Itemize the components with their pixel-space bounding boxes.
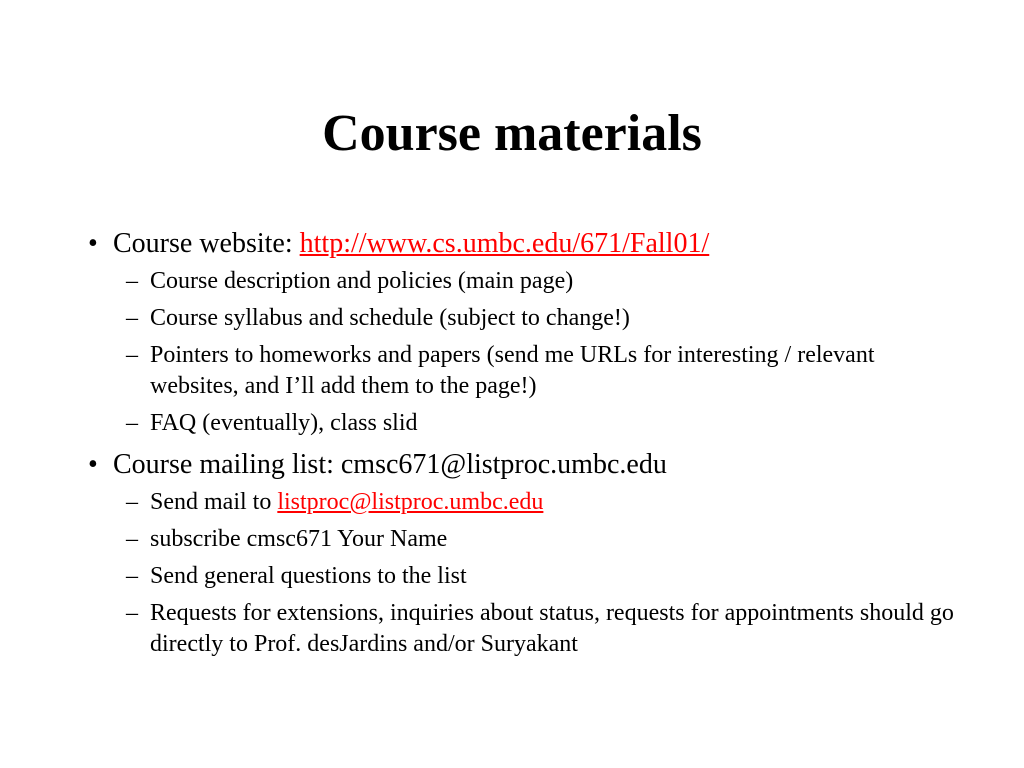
list-item [88,561,968,592]
list-item [88,487,968,518]
dash-icon: – [126,600,138,626]
bullet-dot-icon: • [88,449,98,480]
dash-icon: – [126,526,138,552]
slide-content [88,226,968,666]
list-item [88,524,968,555]
dash-icon: – [126,489,138,515]
list-item [88,266,968,297]
list-item [88,340,968,402]
listproc-email-link[interactable]: listproc@listproc.umbc.edu [277,489,544,515]
list-item-text: Pointers to homeworks and papers (send me URLs for interesting / relevant websites, and I’ll add them to the page!) [150,342,875,399]
bullet-course-website [88,226,968,262]
dash-icon: – [126,563,138,589]
dash-icon: – [126,305,138,331]
dash-icon: – [126,342,138,368]
bullet-mailing-list [88,447,968,483]
course-website-label: Course website: [113,228,300,259]
mailing-list-label: Course mailing list: cmsc671@listproc.umbc.edu [113,449,667,480]
list-item-text: Requests for extensions, inquiries about status, requests for appointments should go directly to Prof. desJardins and/or Suryakant [150,600,954,657]
slide-title: Course materials [322,105,702,162]
dash-icon: – [126,268,138,294]
list-item [88,303,968,334]
bullet-dot-icon: • [88,228,98,259]
list-item-text: Course syllabus and schedule (subject to change!) [150,305,630,331]
list-item [88,408,968,439]
list-item-text: subscribe cmsc671 Your Name [150,526,448,552]
course-website-link[interactable]: http://www.cs.umbc.edu/671/Fall01/ [299,228,710,259]
list-item [88,598,968,660]
list-item-text: FAQ (eventually), class slid [150,410,418,436]
send-mail-prefix: Send mail to [150,489,278,515]
dash-icon: – [126,410,138,436]
list-item-text: Send general questions to the list [150,563,467,589]
list-item-text: Course description and policies (main page) [150,268,574,294]
